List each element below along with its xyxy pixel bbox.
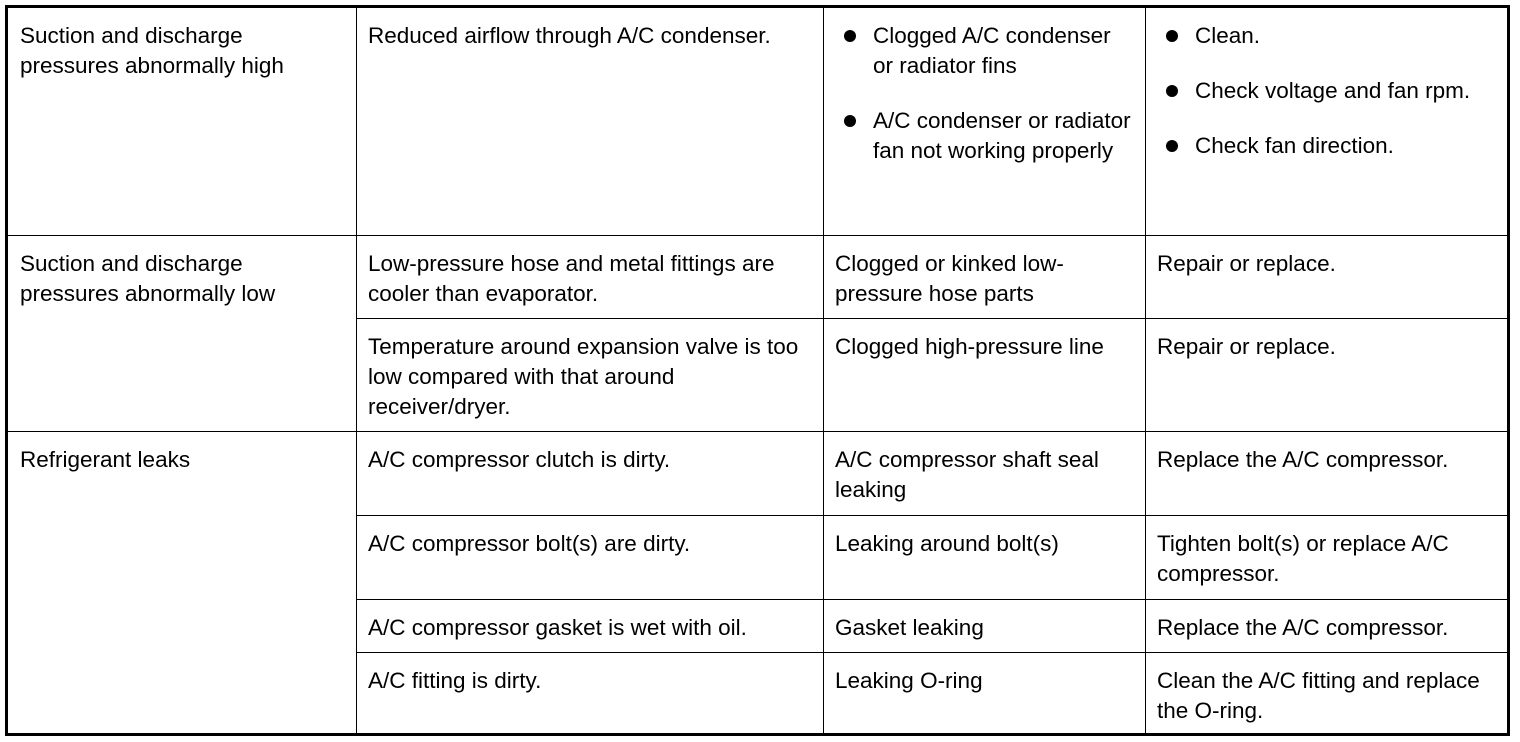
bullet-icon xyxy=(1166,30,1178,42)
symptom-text: Refrigerant leaks xyxy=(20,447,191,472)
cause-cell xyxy=(824,653,1146,735)
condition-cell xyxy=(357,236,824,319)
list-item: Check voltage and fan rpm. xyxy=(1157,76,1497,106)
remedy-text: Repair or replace. xyxy=(1157,251,1336,276)
cause-text: Clogged or kinked low-pressure hose parts xyxy=(835,251,1064,306)
symptom-cell xyxy=(7,432,357,735)
remedy-cell xyxy=(1146,653,1509,735)
list-item: A/C condenser or radiator fan not working properly xyxy=(835,106,1135,166)
condition-text: Temperature around expansion valve is too low compared with that around receiver/dryer. xyxy=(368,334,799,419)
symptom-text: Suction and discharge pressures abnormally high xyxy=(20,23,284,78)
condition-cell xyxy=(357,600,824,653)
condition-cell xyxy=(357,319,824,432)
cause-cell xyxy=(824,600,1146,653)
cause-list xyxy=(835,21,1135,166)
list-item: Clogged A/C condenser or radiator fins xyxy=(835,21,1135,81)
symptom-text: Suction and discharge pressures abnormally low xyxy=(20,251,276,306)
list-item: Clean. xyxy=(1157,21,1497,51)
condition-cell xyxy=(357,653,824,735)
bullet-icon xyxy=(844,30,856,42)
bullet-icon xyxy=(1166,85,1178,97)
remedy-cell xyxy=(1146,600,1509,653)
symptom-cell xyxy=(7,7,357,236)
cause-text: Gasket leaking xyxy=(835,615,984,640)
condition-text: A/C compressor bolt(s) are dirty. xyxy=(368,531,691,556)
cause-cell xyxy=(824,319,1146,432)
cause-cell xyxy=(824,236,1146,319)
condition-text: Reduced airflow through A/C condenser. xyxy=(368,23,771,48)
remedy-text: Clean the A/C fitting and replace the O-ring. xyxy=(1157,668,1480,723)
condition-cell xyxy=(357,516,824,600)
remedy-cell xyxy=(1146,319,1509,432)
symptom-cell xyxy=(7,236,357,432)
bullet-icon xyxy=(844,115,856,127)
cause-cell xyxy=(824,7,1146,236)
cause-text: A/C compressor shaft seal leaking xyxy=(835,447,1099,502)
condition-text: A/C fitting is dirty. xyxy=(368,668,542,693)
remedy-cell xyxy=(1146,7,1509,236)
diagnosis-table xyxy=(5,5,1510,736)
remedy-cell xyxy=(1146,432,1509,516)
condition-cell xyxy=(357,432,824,516)
remedy-list xyxy=(1157,21,1497,161)
cause-cell xyxy=(824,516,1146,600)
remedy-text: Replace the A/C compressor. xyxy=(1157,447,1449,472)
remedy-text: Tighten bolt(s) or replace A/C compressor. xyxy=(1157,531,1449,586)
list-item: Check fan direction. xyxy=(1157,131,1497,161)
table-row xyxy=(7,432,1509,516)
cause-cell xyxy=(824,432,1146,516)
condition-text: A/C compressor gasket is wet with oil. xyxy=(368,615,747,640)
table-row xyxy=(7,236,1509,319)
remedy-text: Repair or replace. xyxy=(1157,334,1336,359)
condition-cell xyxy=(357,7,824,236)
table-row xyxy=(7,7,1509,236)
remedy-cell xyxy=(1146,236,1509,319)
cause-text: Leaking O-ring xyxy=(835,668,983,693)
remedy-text: Replace the A/C compressor. xyxy=(1157,615,1449,640)
remedy-cell xyxy=(1146,516,1509,600)
bullet-icon xyxy=(1166,140,1178,152)
cause-text: Leaking around bolt(s) xyxy=(835,531,1059,556)
condition-text: Low-pressure hose and metal fittings are cooler than evaporator. xyxy=(368,251,775,306)
cause-text: Clogged high-pressure line xyxy=(835,334,1104,359)
condition-text: A/C compressor clutch is dirty. xyxy=(368,447,671,472)
